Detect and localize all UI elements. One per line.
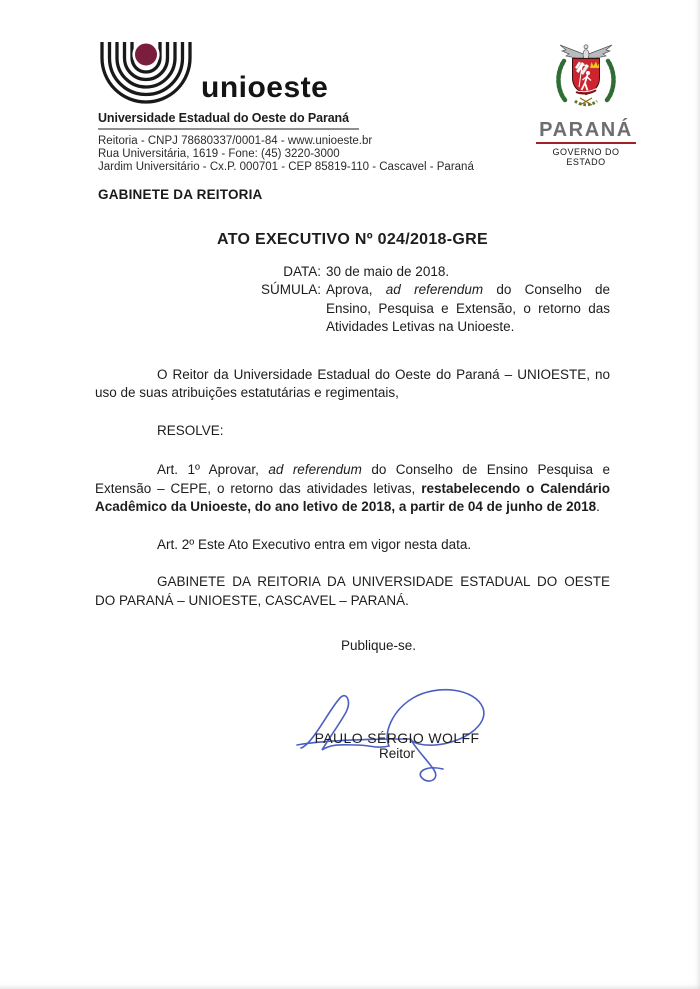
letterhead-address (98, 135, 478, 174)
date-value: 30 de maio de 2018. (326, 263, 450, 279)
address-line: Jardim Universitário - Cx.P. 000701 - CEP 85819-110 - Cascavel - Paraná (98, 161, 474, 173)
logo-row (98, 40, 478, 104)
logo-circle (134, 42, 159, 67)
document-body (95, 231, 610, 656)
letterhead-right (534, 42, 638, 167)
document-title: ATO EXECUTIVO Nº 024/2018-GRE (217, 231, 488, 248)
brand-wordmark: unioeste (201, 71, 329, 104)
state-rule (536, 142, 636, 144)
summary-value: Aprova, ad referendum do Conselho de Ensino, Pesquisa e Extensão, o retorno das Atividades Letivas na Unioeste. (326, 282, 610, 334)
address-line: Reitoria - CNPJ 78680337/0001-84 - www.unioeste.br (98, 135, 373, 147)
publish-order: Publique-se. (340, 638, 417, 653)
meta-summary-row (241, 281, 610, 337)
document-meta (241, 263, 610, 337)
state-name: PARANÁ (539, 119, 633, 141)
signer-name: PAULO SÉRGIO WOLFF (314, 730, 480, 746)
letterhead-left (98, 40, 478, 202)
state-government: GOVERNO DO ESTADO (552, 147, 620, 167)
unioeste-logo-icon (98, 40, 194, 104)
paragraph-article-2: Art. 2º Este Ato Executivo entra em vigor nesta data. (157, 536, 472, 552)
summary-label: SÚMULA: (260, 282, 321, 297)
signature-block (247, 678, 547, 761)
signer-role: Reitor (378, 746, 415, 761)
paragraph-closing: GABINETE DA REITORIA DA UNIVERSIDADE ESTADUAL DO OESTE DO PARANÁ – UNIOESTE, CASCAVEL – PARANÁ. (95, 574, 610, 608)
office-name: GABINETE DA REITORIA (98, 187, 263, 202)
paragraph-intro: O Reitor da Universidade Estadual do Oeste do Paraná – UNIOESTE, no uso de suas atribuições estatutárias e regimentais, (95, 366, 610, 400)
paragraph-article-1: Art. 1º Aprovar, ad referendum do Conselho de Ensino Pesquisa e Extensão – CEPE, o retorno das atividades letivas, restabelecendo o Calendário Acadêmico da Unioeste, do ano letivo de 2018, a partir de 04 de junho de 2018. (95, 462, 610, 514)
address-line: Rua Universitária, 1619 - Fone: (45) 3220-3000 (98, 148, 340, 160)
parana-coat-of-arms-icon (551, 42, 621, 116)
date-label: DATA: (283, 263, 321, 279)
paragraph-resolve: RESOLVE: (157, 422, 224, 438)
university-name: Universidade Estadual do Oeste do Paraná (98, 111, 359, 130)
meta-date-row (241, 263, 610, 282)
